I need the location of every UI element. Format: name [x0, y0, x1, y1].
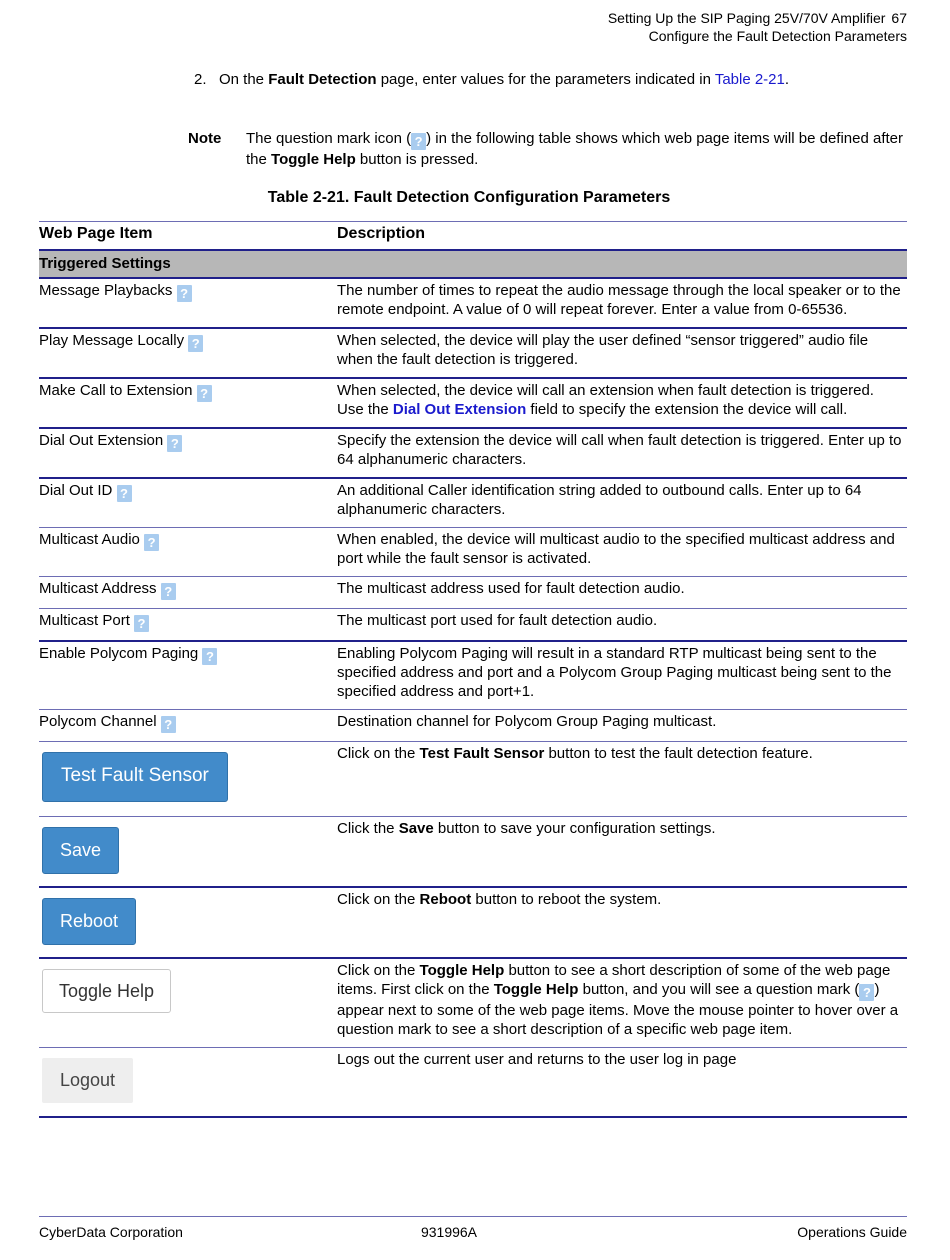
help-question-icon[interactable]: ? [188, 335, 203, 352]
table-row [39, 577, 907, 609]
item-cell [39, 742, 337, 817]
description-cell: When selected, the device will play the user defined “sensor triggered” audio file when the fault detection is triggered. [337, 328, 907, 378]
logout-button[interactable]: Logout [42, 1058, 133, 1103]
help-question-icon[interactable]: ? [197, 385, 212, 402]
table-caption: Table 2-21. Fault Detection Configuration Parameters [267, 189, 671, 206]
table-row [39, 710, 907, 742]
description-text-mid: button to see a short description of some of the web page items. First click on the [337, 962, 891, 998]
table-link[interactable]: Table 2-21 [714, 71, 785, 88]
help-question-icon[interactable]: ? [134, 615, 149, 632]
note-block [188, 129, 908, 170]
footer-company: CyberData Corporation [39, 1224, 183, 1240]
instruction-step [194, 70, 894, 90]
step-text [219, 70, 894, 90]
table-row [39, 1048, 907, 1118]
description-text-pre: When selected, the device will call an extension when fault detection is triggered. Use the [337, 382, 874, 418]
description-text-post: button to reboot the system. [471, 891, 662, 908]
description-cell: When enabled, the device will multicast audio to the specified multicast address and port while the fault sensor is activated. [337, 528, 907, 577]
footer-divider [39, 1216, 907, 1217]
help-question-icon[interactable]: ? [202, 648, 217, 665]
table-row [39, 478, 907, 528]
header-subsection-title: Configure the Fault Detection Parameters [648, 28, 907, 44]
table-row [39, 528, 907, 577]
reboot-button[interactable]: Reboot [42, 898, 136, 945]
column-header-item: Web Page Item [39, 222, 337, 251]
description-text-post: button to save your configuration settings. [433, 820, 716, 837]
page-header [608, 9, 907, 45]
item-label: Multicast Address [39, 580, 157, 597]
description-cell [337, 742, 907, 817]
description-cell: The multicast address used for fault detection audio. [337, 577, 907, 609]
header-section-title: Setting Up the SIP Paging 25V/70V Amplifier [607, 10, 886, 26]
table-row [39, 817, 907, 888]
table-row [39, 742, 907, 817]
dial-out-extension-link[interactable]: Dial Out Extension [392, 401, 527, 418]
table-row [39, 641, 907, 710]
test-fault-sensor-button[interactable]: Test Fault Sensor [42, 752, 228, 802]
item-label: Multicast Port [39, 612, 130, 629]
item-cell [39, 278, 337, 328]
toggle-help-button[interactable]: Toggle Help [42, 969, 171, 1013]
item-cell [39, 378, 337, 428]
item-cell [39, 609, 337, 642]
note-toggle-help: Toggle Help [271, 151, 356, 168]
item-cell [39, 641, 337, 710]
item-label: Polycom Channel [39, 713, 157, 730]
description-cell: Specify the extension the device will call when fault detection is triggered. Enter up to 64 alphanumeric characters. [337, 428, 907, 478]
column-header-description: Description [337, 222, 907, 251]
description-bold: Test Fault Sensor [419, 745, 545, 762]
description-cell [337, 887, 907, 958]
item-label: Multicast Audio [39, 531, 140, 548]
help-question-icon[interactable]: ? [177, 285, 192, 302]
table-row [39, 278, 907, 328]
item-label: Message Playbacks [39, 282, 173, 299]
step-text-mid: page, enter values for the parameters indicated in [376, 71, 715, 88]
step-text-pre: On the [219, 71, 269, 88]
item-cell [39, 328, 337, 378]
description-cell: Destination channel for Polycom Group Paging multicast. [337, 710, 907, 742]
description-cell: Logs out the current user and returns to the user log in page [337, 1048, 907, 1118]
table-row [39, 378, 907, 428]
description-text-post: field to specify the extension the device will call. [526, 401, 848, 418]
note-text [246, 129, 908, 170]
help-question-icon[interactable]: ? [161, 583, 176, 600]
item-label: Make Call to Extension [39, 382, 193, 399]
description-bold: Save [398, 820, 434, 837]
description-cell [337, 378, 907, 428]
description-text-pre: Click on the [337, 962, 420, 979]
step-number: 2. [194, 71, 207, 88]
item-cell [39, 710, 337, 742]
note-text-mid: ) in the following table shows which web page items will be defined after the [246, 130, 904, 168]
item-cell [39, 958, 337, 1048]
table-row [39, 958, 907, 1048]
description-text-post: ) appear next to some of the web page items. Move the mouse pointer to hover over a question mark to see a short description of a specific web page item. [337, 981, 899, 1038]
item-label: Dial Out Extension [39, 432, 164, 449]
note-text-pre: The question mark icon ( [246, 130, 412, 147]
group-row [39, 250, 907, 278]
description-text-pre: Click on the [337, 745, 420, 762]
table-row [39, 428, 907, 478]
item-cell [39, 577, 337, 609]
description-bold: Toggle Help [419, 962, 505, 979]
help-question-icon[interactable]: ? [167, 435, 182, 452]
description-cell [337, 958, 907, 1048]
group-label: Triggered Settings [39, 250, 907, 278]
description-cell: The multicast port used for fault detection audio. [337, 609, 907, 642]
description-cell: The number of times to repeat the audio message through the local speaker or to the remote endpoint. A value of 0 will repeat forever. Enter a value from 0-65536. [337, 278, 907, 328]
table-row [39, 609, 907, 642]
item-cell [39, 887, 337, 958]
description-text-mid-2: button, and you will see a question mark ( [578, 981, 860, 998]
table-row [39, 328, 907, 378]
help-question-icon: ? [859, 984, 874, 1001]
footer-guide-name: Operations Guide [797, 1224, 907, 1240]
description-text-pre: Click the [337, 820, 399, 837]
description-cell: An additional Caller identification string added to outbound calls. Enter up to 64 alphanumeric characters. [337, 478, 907, 528]
description-text-post: button to test the fault detection feature. [544, 745, 813, 762]
table-row [39, 887, 907, 958]
item-cell [39, 528, 337, 577]
item-label: Play Message Locally [39, 332, 185, 349]
parameters-table [39, 221, 907, 1118]
save-button[interactable]: Save [42, 827, 119, 874]
item-label: Enable Polycom Paging [39, 645, 199, 662]
note-text-end: button is pressed. [355, 151, 479, 168]
description-text-pre: Click on the [337, 891, 420, 908]
item-label: Dial Out ID [39, 482, 113, 499]
description-bold-2: Toggle Help [493, 981, 579, 998]
step-text-end: . [784, 71, 790, 88]
footer-document-number: 931996A [420, 1224, 478, 1240]
note-label: Note [188, 130, 222, 147]
item-cell [39, 817, 337, 888]
help-question-icon[interactable]: ? [144, 534, 159, 551]
table-header-row [39, 222, 907, 251]
description-cell [337, 817, 907, 888]
step-page-name: Fault Detection [268, 71, 377, 88]
item-cell [39, 1048, 337, 1118]
item-cell [39, 428, 337, 478]
help-question-icon[interactable]: ? [161, 716, 176, 733]
description-cell: Enabling Polycom Paging will result in a standard RTP multicast being sent to the specified address and port and a Polycom Group Paging multicast being sent to the specified address and port+1. [337, 641, 907, 710]
description-bold: Reboot [419, 891, 472, 908]
page-number: 67 [891, 10, 907, 26]
help-question-icon: ? [411, 133, 426, 150]
help-question-icon[interactable]: ? [117, 485, 132, 502]
item-cell [39, 478, 337, 528]
